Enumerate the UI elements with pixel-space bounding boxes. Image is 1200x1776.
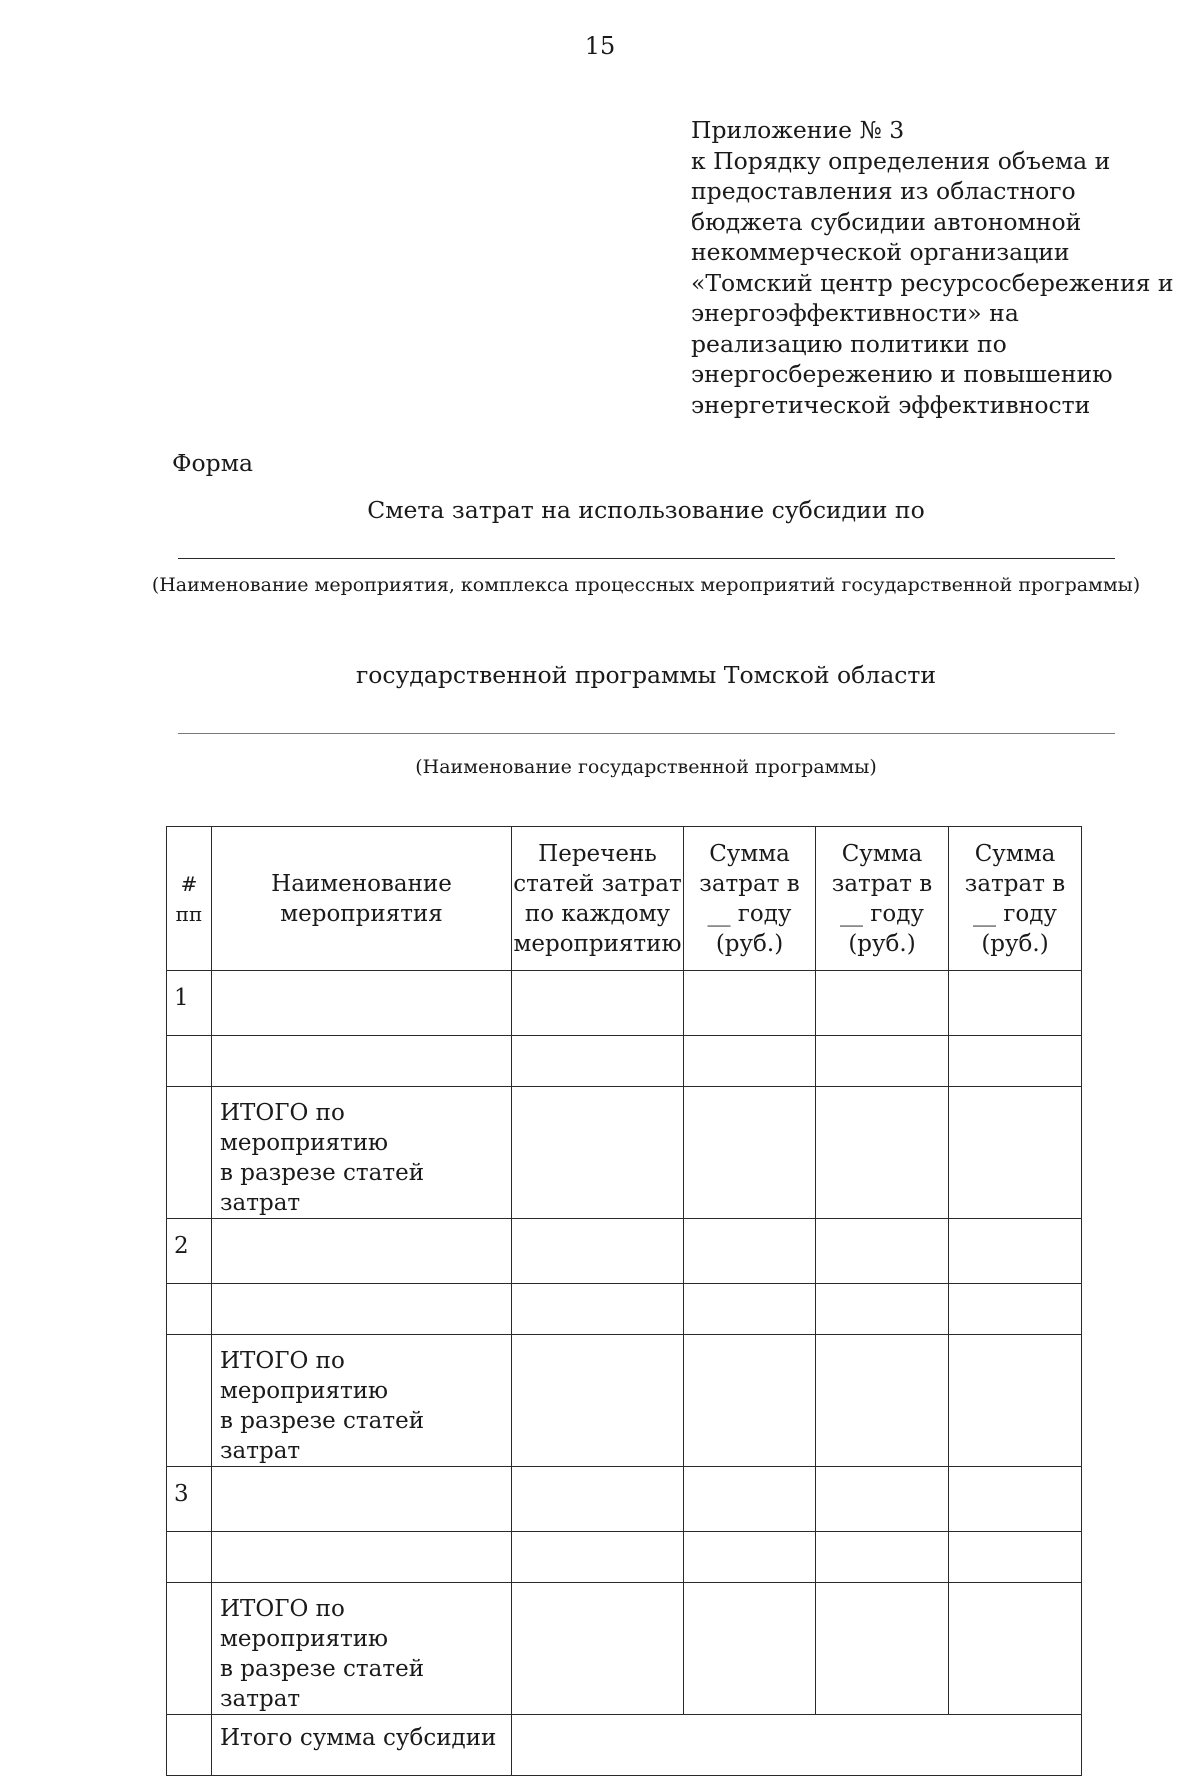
appendix-line: предоставления из областного <box>691 177 1076 205</box>
table-cell <box>212 1532 512 1583</box>
form-label: Форма <box>172 449 253 477</box>
table-cell <box>949 1219 1082 1284</box>
appendix-line: некоммерческой организации <box>691 238 1070 266</box>
table-cell <box>949 1036 1082 1087</box>
table-cell <box>212 1219 512 1284</box>
table-cell <box>949 1284 1082 1335</box>
appendix-line: энергетической эффективности <box>691 390 1091 419</box>
header-sum-year-3: Сумма затрат в __ году (руб.) <box>949 827 1082 971</box>
table-cell <box>684 1583 816 1715</box>
subtotal-row <box>167 1583 1082 1715</box>
table-cell <box>816 1219 949 1284</box>
program-title: государственной программы Томской области <box>355 661 937 689</box>
table-cell <box>167 1087 212 1219</box>
grand-total-row <box>167 1715 1082 1776</box>
table-cell <box>684 1087 816 1219</box>
subtotal-label: ИТОГО по мероприятию в разрезе статей затрат <box>212 1583 512 1715</box>
table-cell <box>949 1087 1082 1219</box>
table-cell <box>512 971 684 1036</box>
subtotal-label: ИТОГО по мероприятию в разрезе статей затрат <box>212 1087 512 1219</box>
table-cell <box>949 1583 1082 1715</box>
subtotal-row <box>167 1087 1082 1219</box>
cost-estimate-table <box>166 826 1082 1776</box>
table-cell <box>212 1036 512 1087</box>
table-cell <box>684 1036 816 1087</box>
header-cost-items: Перечень статей затрат по каждому мероприятию <box>512 827 684 971</box>
program-name-rule <box>178 733 1115 734</box>
event-name-rule <box>178 558 1115 559</box>
header-sum-year-2: Сумма затрат в __ году (руб.) <box>816 827 949 971</box>
appendix-block <box>691 115 1174 420</box>
program-name-caption: (Наименование государственной программы) <box>415 756 877 778</box>
table-cell <box>512 1467 684 1532</box>
table-cell <box>684 1284 816 1335</box>
table-cell <box>816 971 949 1036</box>
appendix-line: Приложение № 3 <box>691 116 905 144</box>
table-cell <box>167 1335 212 1467</box>
table-cell <box>816 1583 949 1715</box>
table-cell <box>816 1467 949 1532</box>
row-number: 2 <box>167 1219 212 1284</box>
grand-total-label: Итого сумма субсидии <box>212 1715 512 1776</box>
table-cell <box>684 1335 816 1467</box>
subtotal-row <box>167 1335 1082 1467</box>
table-cell <box>684 1467 816 1532</box>
table-cell <box>949 1532 1082 1583</box>
table-cell <box>816 1036 949 1087</box>
appendix-line: «Томский центр ресурсосбережения и <box>691 268 1174 297</box>
page-number: 15 <box>584 32 616 60</box>
row-number: 3 <box>167 1467 212 1532</box>
table-cell <box>949 1335 1082 1467</box>
header-number: # пп <box>167 827 212 971</box>
table-cell <box>512 1219 684 1284</box>
table-cell <box>949 1467 1082 1532</box>
table-cell <box>684 1219 816 1284</box>
table-cell <box>816 1284 949 1335</box>
smeta-title: Смета затрат на использование субсидии по <box>367 496 925 524</box>
table-cell <box>512 1532 684 1583</box>
table-cell <box>512 1335 684 1467</box>
table-cell <box>212 1467 512 1532</box>
table-cell <box>167 1284 212 1335</box>
table-cell <box>167 1532 212 1583</box>
row-number: 1 <box>167 971 212 1036</box>
subtotal-label: ИТОГО по мероприятию в разрезе статей затрат <box>212 1335 512 1467</box>
table-cell <box>512 1087 684 1219</box>
appendix-line: к Порядку определения объема и <box>691 146 1111 175</box>
table-row <box>167 971 1082 1036</box>
appendix-line: энергосбережению и повышению <box>691 360 1113 388</box>
table-cell <box>212 971 512 1036</box>
table-header-row <box>167 827 1082 971</box>
appendix-line: энергоэффективности» на <box>691 299 1019 327</box>
header-event-name: Наименование мероприятия <box>212 827 512 971</box>
header-sum-year-1: Сумма затрат в __ году (руб.) <box>684 827 816 971</box>
table-cell <box>816 1335 949 1467</box>
table-cell <box>816 1532 949 1583</box>
table-cell <box>512 1036 684 1087</box>
table-cell <box>816 1087 949 1219</box>
table-row <box>167 1284 1082 1335</box>
table-cell <box>684 971 816 1036</box>
table-cell <box>512 1583 684 1715</box>
table-row <box>167 1036 1082 1087</box>
table-cell <box>512 1284 684 1335</box>
table-cell <box>167 1036 212 1087</box>
grand-total-value-cell <box>512 1715 1082 1776</box>
appendix-line: реализацию политики по <box>691 329 1007 358</box>
appendix-line: бюджета субсидии автономной <box>691 207 1082 236</box>
table-cell <box>167 1715 212 1776</box>
table-row <box>167 1467 1082 1532</box>
table-row <box>167 1219 1082 1284</box>
table-cell <box>212 1284 512 1335</box>
event-name-caption: (Наименование мероприятия, комплекса процессных мероприятий государственной программы) <box>151 574 1141 596</box>
table-row <box>167 1532 1082 1583</box>
table-cell <box>684 1532 816 1583</box>
table-cell <box>167 1583 212 1715</box>
table-cell <box>949 971 1082 1036</box>
